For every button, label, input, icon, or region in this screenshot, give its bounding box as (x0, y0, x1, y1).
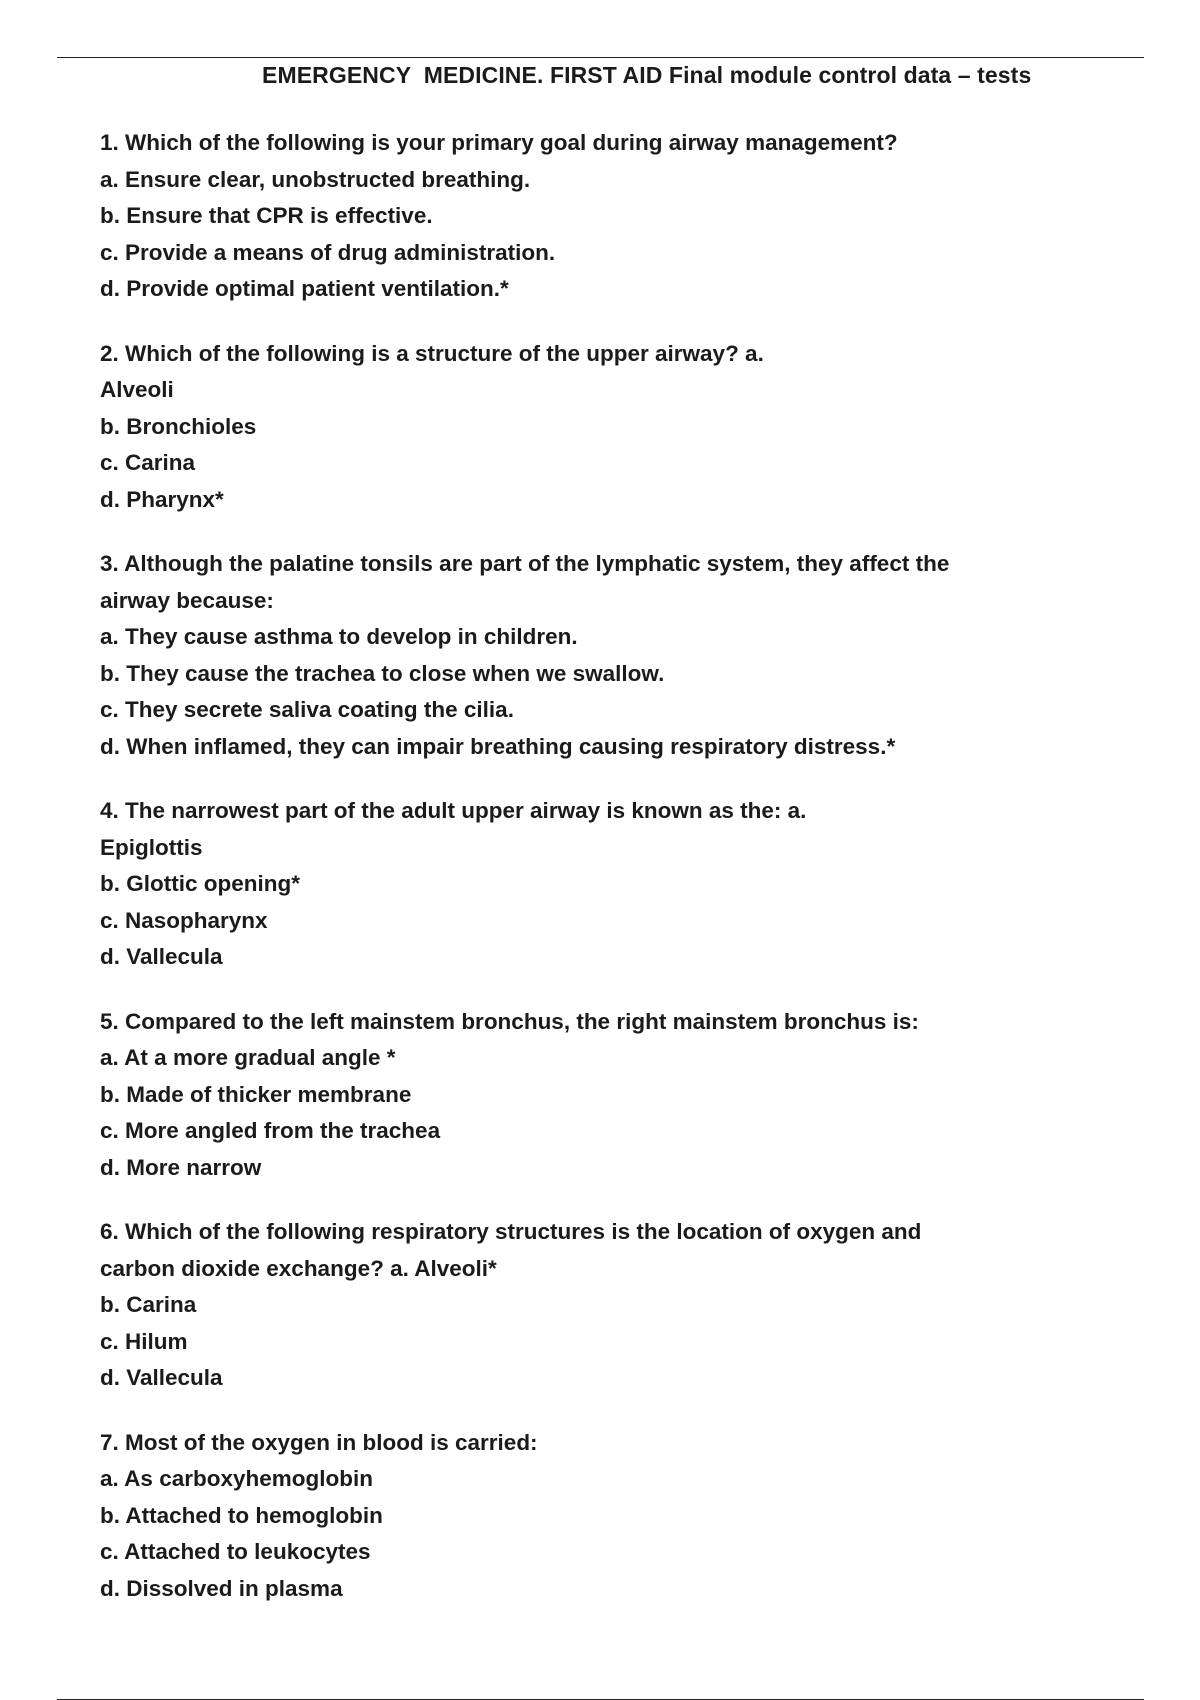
answer-option-a: a. At a more gradual angle * (100, 1045, 396, 1070)
question-text (100, 793, 1060, 866)
answer-option-a: a. They cause asthma to develop in children. (100, 624, 578, 649)
answer-option-c: c. Hilum (100, 1328, 188, 1354)
answer-option-b: b. Carina (100, 1292, 197, 1317)
answer-option-c: c. Attached to leukocytes (100, 1539, 371, 1564)
question-text (100, 1004, 1060, 1041)
question-line: 5. Compared to the left mainstem bronchus, the right mainstem bronchus is: (100, 1008, 919, 1034)
question-line: carbon dioxide exchange? a. Alveoli* (100, 1255, 497, 1281)
question-line: airway because: (100, 587, 274, 613)
question-6 (100, 1214, 1060, 1397)
question-list (100, 125, 1060, 1635)
answer-option-c: c. Provide a means of drug administration. (100, 239, 556, 265)
answer-option-a: a. Ensure clear, unobstructed breathing. (100, 166, 531, 192)
question-text (100, 1425, 1060, 1462)
answer-option-d: d. Vallecula (100, 1365, 223, 1390)
answer-option-d: d. Vallecula (100, 944, 223, 969)
answer-option-c: c. Nasopharynx (100, 907, 268, 933)
question-text (100, 125, 1060, 162)
question-7 (100, 1425, 1060, 1608)
answer-option-d: d. When inflamed, they can impair breathing causing respiratory distress.* (100, 733, 896, 759)
question-line: 3. Although the palatine tonsils are part of the lymphatic system, they affect the (100, 551, 950, 576)
answer-option-c: c. Carina (100, 450, 196, 475)
document-title: EMERGENCY MEDICINE. FIRST AID Final module control data – tests (262, 62, 1032, 88)
answer-option-b: b. Made of thicker membrane (100, 1081, 412, 1107)
answer-option-b: b. Ensure that CPR is effective. (100, 203, 433, 228)
question-text (100, 336, 1060, 409)
question-text (100, 546, 1060, 619)
answer-option-b: b. They cause the trachea to close when we swallow. (100, 660, 665, 686)
top-rule (57, 57, 1144, 58)
answer-option-b: b. Glottic opening* (100, 871, 300, 896)
answer-option-d: d. More narrow (100, 1154, 262, 1180)
question-2 (100, 336, 1060, 519)
answer-option-d: d. Dissolved in plasma (100, 1575, 343, 1601)
question-line: 7. Most of the oxygen in blood is carried: (100, 1429, 538, 1455)
answer-option-c: c. More angled from the trachea (100, 1118, 441, 1143)
answer-option-c: c. They secrete saliva coating the cilia. (100, 697, 514, 722)
answer-option-d: d. Pharynx* (100, 486, 224, 512)
question-text (100, 1214, 1060, 1287)
question-1 (100, 125, 1060, 308)
question-line: Alveoli (100, 377, 174, 402)
question-line: 2. Which of the following is a structure of the upper airway? a. (100, 340, 764, 366)
question-5 (100, 1004, 1060, 1187)
question-line: 1. Which of the following is your primary goal during airway management? (100, 130, 898, 155)
question-4 (100, 793, 1060, 976)
question-line: Epiglottis (100, 834, 203, 860)
answer-option-b: b. Attached to hemoglobin (100, 1502, 383, 1528)
answer-option-a: a. As carboxyhemoglobin (100, 1466, 373, 1491)
answer-option-d: d. Provide optimal patient ventilation.* (100, 276, 509, 301)
question-line: 4. The narrowest part of the adult upper airway is known as the: a. (100, 798, 807, 823)
question-line: 6. Which of the following respiratory structures is the location of oxygen and (100, 1219, 922, 1244)
answer-option-b: b. Bronchioles (100, 413, 257, 439)
question-3 (100, 546, 1060, 765)
